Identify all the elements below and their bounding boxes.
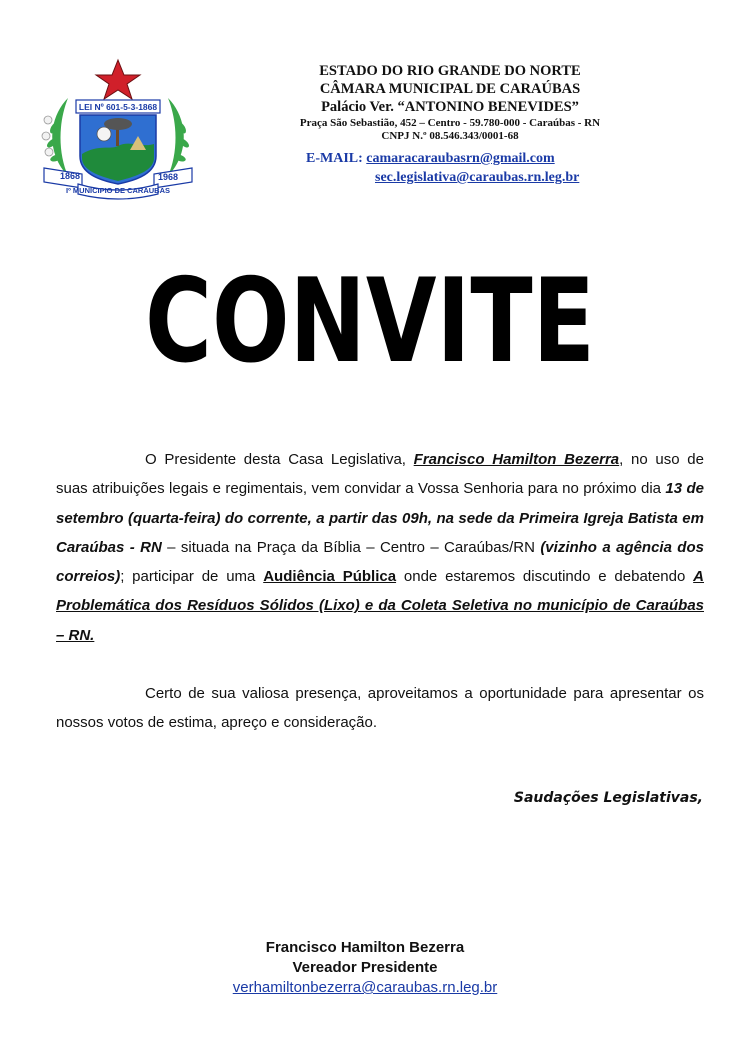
location-note: (vizinho a agência dos correios)	[56, 538, 704, 586]
red-star-icon	[96, 60, 140, 99]
municipal-coat-of-arms-logo	[38, 58, 198, 198]
email-link-secretaria[interactable]: sec.legislativa@caraubas.rn.leg.br	[375, 170, 580, 185]
institution-header	[250, 62, 650, 143]
header-chamber: CÂMARA MUNICIPAL DE CARAÚBAS	[319, 81, 581, 97]
laurel-right-icon	[168, 98, 191, 176]
header-email-row-2	[375, 169, 579, 187]
header-cnpj: CNPJ N.º 08.546.343/0001-68	[381, 130, 519, 142]
header-email-row	[306, 150, 555, 168]
convite-title	[120, 253, 620, 389]
event-date-place: 13 de setembro (quarta-feira) do corrente, a partir das 09h, na sede da Primeira Igreja Batista em Caraúbas - RN	[56, 480, 704, 556]
signature-email-link[interactable]: verhamiltonbezerra@caraubas.rn.leg.br	[232, 979, 498, 996]
logo-year-left: 1868	[60, 171, 81, 181]
closing-greeting: Saudações Legislativas,	[513, 790, 703, 806]
laurel-left-icon	[42, 98, 68, 176]
event-topic: A Problemática dos Resíduos Sólidos (Lixo) e da Coleta Seletiva no município de Caraúbas – RN.	[56, 568, 704, 644]
signature-name: Francisco Hamilton Bezerra	[265, 939, 465, 956]
header-state: ESTADO DO RIO GRANDE DO NORTE	[319, 63, 581, 79]
signature-role: Vereador Presidente	[292, 959, 438, 976]
event-type: Audiência Pública	[263, 568, 397, 586]
invitation-body	[56, 445, 704, 738]
header-palace: Palácio Ver. “ANTONINO BENEVIDES”	[321, 99, 579, 115]
email-label: E-MAIL:	[306, 151, 363, 166]
logo-law-text: LEI Nº 601-5-3-1868	[78, 102, 158, 112]
president-name: Francisco Hamilton Bezerra	[413, 451, 620, 468]
email-link-camara[interactable]: camaracaraubasrn@gmail.com	[366, 151, 555, 166]
signature-block	[150, 938, 580, 998]
invitation-paragraph-1: O Presidente desta Casa Legislativa, Francisco Hamilton Bezerra, no uso de suas atribuições legais e regimentais, vem convidar a Vossa Senhoria para no próximo dia 13 de setembro (quarta-feira) do corrente, a partir das 09h, na sede da Primeira Igreja Batista em Caraúbas - RN – situada na Praça da Bíblia – Centro – Caraúbas/RN (vizinho a agência dos correios); participar de uma Audiência Pública onde estaremos discutindo e debatendo A Problemática dos Resíduos Sólidos (Lixo) e da Coleta Seletiva no município de Caraúbas – RN.	[56, 451, 704, 644]
logo-year-right: 1968	[158, 172, 179, 182]
logo-ribbon-text: Iº MUNICIPIO DE CARAUBAS	[66, 186, 170, 195]
convite-title-text: CONVITE	[145, 253, 595, 389]
header-address: Praça São Sebastião, 452 – Centro - 59.780-000 - Caraúbas - RN	[299, 117, 601, 129]
invitation-paragraph-2: Certo de sua valiosa presença, aproveitamos a oportunidade para apresentar os nossos votos de estima, apreço e consideração.	[56, 685, 704, 732]
